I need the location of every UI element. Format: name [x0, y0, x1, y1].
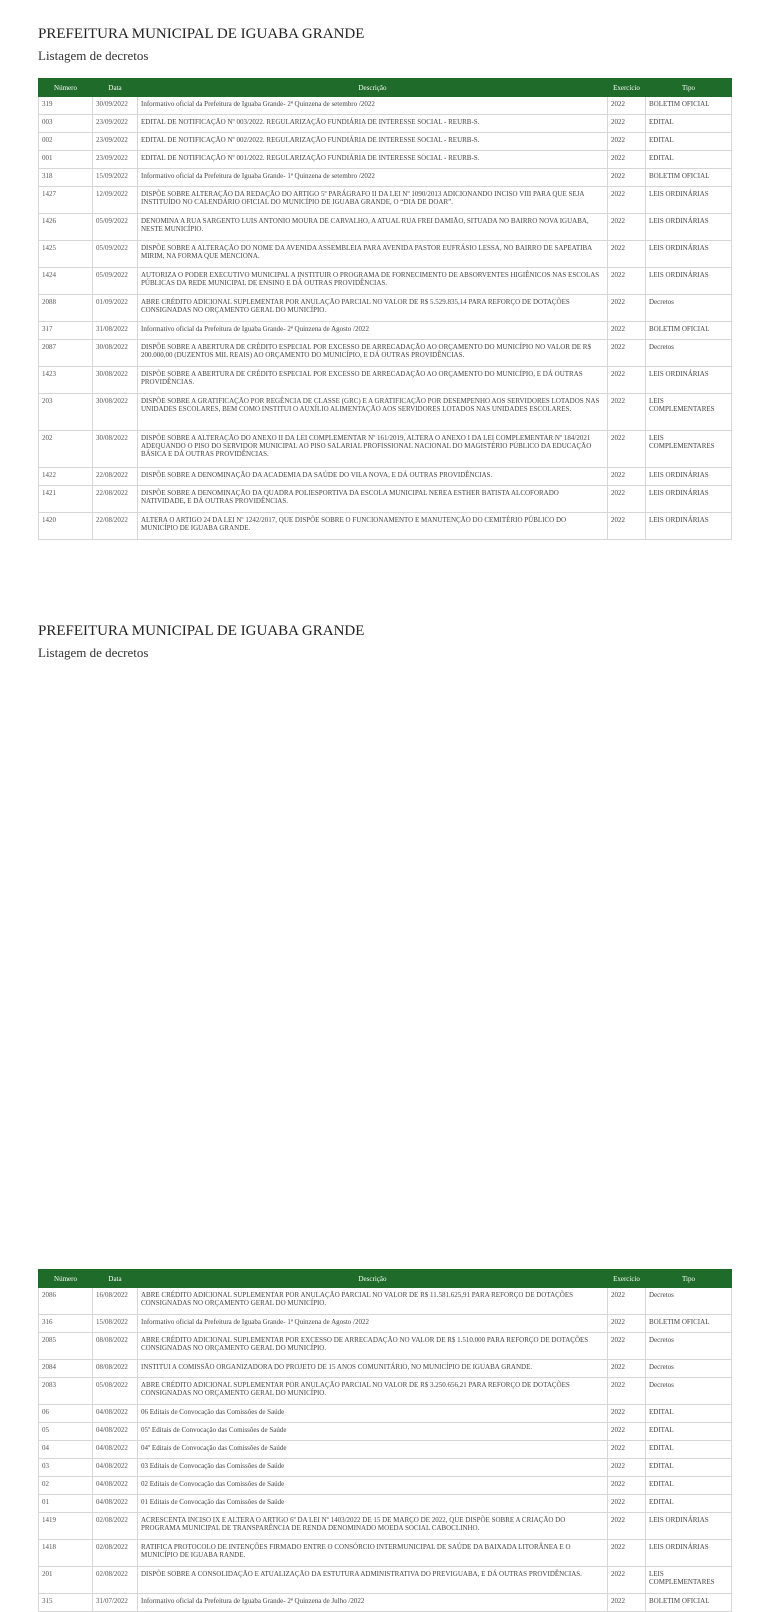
cell-date: 02/08/2022	[93, 1540, 138, 1567]
cell-type: Decretos	[646, 340, 732, 367]
cell-year: 2022	[608, 187, 646, 214]
cell-year: 2022	[608, 295, 646, 322]
table-row[interactable]	[39, 1513, 732, 1540]
cell-description[interactable]: DISPÕE SOBRE ALTERAÇÃO DA REDAÇÃO DO ARTIGO 5º PARÁGRAFO II DA LEI Nº 1090/2013 ADICIONANDO INCISO VIII PARA QUE SEJA INSTITUÍDO NO CALENDÁRIO OFICIAL DO MUNICÍPIO DE IGUABA GRANDE, O “DIA DE DOAR”.	[138, 187, 608, 214]
col-header-type[interactable]: Tipo	[646, 1270, 732, 1288]
cell-description[interactable]: AUTORIZA O PODER EXECUTIVO MUNICIPAL A INSTITUIR O PROGRAMA DE FORNECIMENTO DE ABSORVENTES HIGIÊNICOS NAS ESCOLAS PÚBLICAS DA REDE MUNICIPAL DE ENSINO E DÁ OUTRAS PROVIDÊNCIAS.	[138, 268, 608, 295]
cell-description[interactable]: ABRE CRÉDITO ADICIONAL SUPLEMENTAR POR EXCESSO DE ARRECADAÇÃO NO VALOR DE R$ 1.510.000 PARA REFORÇO DE DOTAÇÕES CONSIGNADAS NO ORÇAMENTO GERAL DO MUNICÍPIO.	[138, 1333, 608, 1360]
org-title: PREFEITURA MUNICIPAL DE IGUABA GRANDE	[38, 623, 365, 639]
page-subtitle: Listagem de decretos	[38, 48, 149, 63]
cell-date: 30/08/2022	[93, 340, 138, 367]
cell-year: 2022	[608, 1333, 646, 1360]
cell-date: 08/08/2022	[93, 1333, 138, 1360]
cell-number: 1422	[39, 468, 93, 486]
table-row[interactable]	[39, 1405, 732, 1423]
cell-number: 317	[39, 322, 93, 340]
table-row[interactable]	[39, 1594, 732, 1612]
cell-type: LEIS ORDINÁRIAS	[646, 214, 732, 241]
cell-description[interactable]: DISPÕE SOBRE A ABERTURA DE CRÉDITO ESPECIAL POR EXCESSO DE ARRECADAÇÃO AO ORÇAMENTO DO MUNICÍPIO NO VALOR DE R$ 200.000,00 (DUZENTOS MIL REAIS) AO ORÇAMENTO DO MUNICÍPIO, E DÁ OUTRAS PROVIDÊNCIAS.	[138, 340, 608, 367]
cell-number: 2088	[39, 295, 93, 322]
cell-type: Decretos	[646, 1333, 732, 1360]
cell-date: 16/08/2022	[93, 1288, 138, 1315]
table-row[interactable]	[39, 97, 732, 115]
table-body	[39, 97, 732, 540]
table-row[interactable]	[39, 1423, 732, 1441]
table-row[interactable]	[39, 1360, 732, 1378]
table-header-row	[39, 79, 732, 97]
col-header-number[interactable]: Número	[39, 79, 93, 97]
cell-number: 203	[39, 394, 93, 431]
cell-date: 04/08/2022	[93, 1459, 138, 1477]
table-row[interactable]	[39, 1315, 732, 1333]
col-header-number[interactable]: Número	[39, 1270, 93, 1288]
cell-description[interactable]: DISPÕE SOBRE A CONSOLIDAÇÃO E ATUALIZAÇÃO DA ESTUTURA ADMINISTRATIVA DO PREVIGUABA, E DÁ OUTRAS PROVIDÊNCIAS.	[138, 1567, 608, 1594]
cell-year: 2022	[608, 268, 646, 295]
cell-description[interactable]: ABRE CRÉDITO ADICIONAL SUPLEMENTAR POR ANULAÇÃO PARCIAL NO VALOR DE R$ 11.581.625,91 PARA REFORÇO DE DOTAÇÕES CONSIGNADAS NO ORÇAMENTO GERAL DO MUNICÍPIO.	[138, 1288, 608, 1315]
cell-number: 003	[39, 115, 93, 133]
cell-type: EDITAL	[646, 1495, 732, 1513]
cell-description[interactable]: DISPÕE SOBRE A GRATIFICAÇÃO POR REGÊNCIA DE CLASSE (GRC) E A GRATIFICAÇÃO POR DESEMPENHO AOS SERVIDORES LOTADOS NAS UNIDADES ESCOLARES, BEM COMO INSTITUI O AUXÍLIO ALIMENTAÇÃO AOS SERVIDORES LOTADOS NAS UNIDADES ESCOLARES.	[138, 394, 608, 431]
cell-year: 2022	[608, 1567, 646, 1594]
cell-type: EDITAL	[646, 1405, 732, 1423]
cell-type: EDITAL	[646, 1441, 732, 1459]
cell-type: LEIS COMPLEMENTARES	[646, 1567, 732, 1594]
cell-description[interactable]: Informativo oficial da Prefeitura de Iguaba Grande- 2ª Quinzena de setembro /2022	[138, 97, 608, 115]
table-row[interactable]	[39, 268, 732, 295]
table-header-row	[39, 1270, 732, 1288]
cell-type: LEIS ORDINÁRIAS	[646, 468, 732, 486]
cell-date: 02/08/2022	[93, 1567, 138, 1594]
cell-date: 23/09/2022	[93, 151, 138, 169]
cell-description[interactable]: Informativo oficial da Prefeitura de Iguaba Grande- 2ª Quinzena de Agosto /2022	[138, 322, 608, 340]
table-row[interactable]	[39, 486, 732, 513]
cell-date: 30/08/2022	[93, 431, 138, 468]
cell-type: EDITAL	[646, 151, 732, 169]
table-row[interactable]	[39, 187, 732, 214]
cell-year: 2022	[608, 1405, 646, 1423]
cell-date: 05/09/2022	[93, 268, 138, 295]
cell-description[interactable]: 06 Editais de Convocação das Comissões de Saúde	[138, 1405, 608, 1423]
page-header	[0, 0, 768, 64]
cell-number: 319	[39, 97, 93, 115]
table-row[interactable]	[39, 241, 732, 268]
cell-description[interactable]: Informativo oficial da Prefeitura de Iguaba Grande- 1ª Quinzena de Agosto /2022	[138, 1315, 608, 1333]
cell-number: 04	[39, 1441, 93, 1459]
cell-year: 2022	[608, 468, 646, 486]
cell-type: LEIS ORDINÁRIAS	[646, 187, 732, 214]
cell-date: 22/08/2022	[93, 486, 138, 513]
table-row[interactable]	[39, 1540, 732, 1567]
cell-type: EDITAL	[646, 1459, 732, 1477]
cell-year: 2022	[608, 322, 646, 340]
cell-date: 05/08/2022	[93, 1378, 138, 1405]
cell-year: 2022	[608, 340, 646, 367]
cell-year: 2022	[608, 133, 646, 151]
table-row[interactable]	[39, 1378, 732, 1405]
cell-year: 2022	[608, 1477, 646, 1495]
col-header-date[interactable]: Data	[93, 1270, 138, 1288]
listing-page-2	[0, 597, 768, 1605]
cell-date: 30/08/2022	[93, 394, 138, 431]
cell-description[interactable]: DENOMINA A RUA SARGENTO LUIS ANTONIO MOURA DE CARVALHO, A ATUAL RUA FREI DAMIÃO, SITUADA NO BAIRRO NOVA IGUABA, NESTE MUNICÍPIO.	[138, 214, 608, 241]
cell-type: EDITAL	[646, 133, 732, 151]
cell-number: 002	[39, 133, 93, 151]
cell-date: 23/09/2022	[93, 133, 138, 151]
table-row[interactable]	[39, 513, 732, 540]
cell-description[interactable]: 04º Editais de Convocação das Comissões de Saúde	[138, 1441, 608, 1459]
cell-year: 2022	[608, 1441, 646, 1459]
cell-year: 2022	[608, 1288, 646, 1315]
table-row[interactable]	[39, 340, 732, 367]
page-subtitle: Listagem de decretos	[38, 645, 149, 660]
table-row[interactable]	[39, 169, 732, 187]
table-row[interactable]	[39, 1459, 732, 1477]
cell-date: 04/08/2022	[93, 1423, 138, 1441]
cell-number: 2083	[39, 1378, 93, 1405]
cell-description[interactable]: 02 Editais de Convocação das Comissões de Saúde	[138, 1477, 608, 1495]
table-row[interactable]	[39, 115, 732, 133]
table-row[interactable]	[39, 367, 732, 394]
cell-type: LEIS ORDINÁRIAS	[646, 1540, 732, 1567]
cell-type: LEIS ORDINÁRIAS	[646, 513, 732, 540]
cell-number: 1418	[39, 1540, 93, 1567]
table-row[interactable]	[39, 1333, 732, 1360]
cell-type: LEIS ORDINÁRIAS	[646, 268, 732, 295]
cell-year: 2022	[608, 1360, 646, 1378]
cell-date: 15/09/2022	[93, 169, 138, 187]
table-row[interactable]	[39, 133, 732, 151]
cell-number: 01	[39, 1495, 93, 1513]
cell-date: 31/08/2022	[93, 322, 138, 340]
cell-year: 2022	[608, 214, 646, 241]
cell-number: 1421	[39, 486, 93, 513]
cell-year: 2022	[608, 241, 646, 268]
cell-year: 2022	[608, 486, 646, 513]
cell-description[interactable]: EDITAL DE NOTIFICAÇÃO Nº 002/2022. REGULARIZAÇÃO FUNDIÁRIA DE INTERESSE SOCIAL - REURB-S.	[138, 133, 608, 151]
table-row[interactable]	[39, 151, 732, 169]
col-header-type[interactable]: Tipo	[646, 79, 732, 97]
table-row[interactable]	[39, 1441, 732, 1459]
org-title: PREFEITURA MUNICIPAL DE IGUABA GRANDE	[38, 26, 365, 42]
cell-type: Decretos	[646, 295, 732, 322]
table-row[interactable]	[39, 322, 732, 340]
cell-description[interactable]: DISPÕE SOBRE A DENOMINAÇÃO DA QUADRA POLIESPORTIVA DA ESCOLA MUNICIPAL NEREA ESTHER BATISTA ALCOFORADO NATIVIDADE, E DÁ OUTRAS PROVIDÊNCIAS.	[138, 486, 608, 513]
cell-type: Decretos	[646, 1378, 732, 1405]
cell-year: 2022	[608, 1459, 646, 1477]
cell-type: LEIS COMPLEMENTARES	[646, 394, 732, 431]
cell-date: 02/08/2022	[93, 1513, 138, 1540]
cell-description[interactable]: EDITAL DE NOTIFICAÇÃO Nº 001/2022. REGULARIZAÇÃO FUNDIÁRIA DE INTERESSE SOCIAL - REURB-S.	[138, 151, 608, 169]
cell-type: BOLETIM OFICIAL	[646, 169, 732, 187]
cell-description[interactable]: INSTITUI A COMISSÃO ORGANIZADORA DO PROJETO DE 15 ANOS COMUNITÁRIO, NO MUNICÍPIO DE IGUABA GRANDE.	[138, 1360, 608, 1378]
decree-table	[38, 1269, 732, 1612]
cell-date: 04/08/2022	[93, 1405, 138, 1423]
cell-number: 2084	[39, 1360, 93, 1378]
cell-year: 2022	[608, 1594, 646, 1612]
cell-number: 1426	[39, 214, 93, 241]
cell-date: 30/09/2022	[93, 97, 138, 115]
cell-type: BOLETIM OFICIAL	[646, 1594, 732, 1612]
cell-type: LEIS ORDINÁRIAS	[646, 1513, 732, 1540]
cell-description[interactable]: DISPÕE SOBRE A ALTERAÇÃO DO ANEXO II DA LEI COMPLEMENTAR Nº 161/2019, ALTERA O ANEXO I DA LEI COMPLEMENTAR Nº 184/2021 ADEQUANDO O PISO DO SERVIDOR MUNICIPAL AO PISO SALARIAL PROFISSIONAL NACIONAL DO MAGISTÉRIO PÚBLICO DA EDUCAÇÃO BÁSICA E DÁ OUTRAS PROVIDÊNCIAS.	[138, 431, 608, 468]
listing-page-1	[0, 0, 768, 532]
cell-description[interactable]: EDITAL DE NOTIFICAÇÃO Nº 003/2022. REGULARIZAÇÃO FUNDIÁRIA DE INTERESSE SOCIAL - REURB-S.	[138, 115, 608, 133]
cell-date: 22/08/2022	[93, 513, 138, 540]
cell-number: 1425	[39, 241, 93, 268]
col-header-description[interactable]: Descrição	[138, 79, 608, 97]
cell-date: 04/08/2022	[93, 1441, 138, 1459]
cell-number: 201	[39, 1567, 93, 1594]
cell-description[interactable]: Informativo oficial da Prefeitura de Iguaba Grande- 2ª Quinzena de Julho /2022	[138, 1594, 608, 1612]
cell-type: LEIS COMPLEMENTARES	[646, 431, 732, 468]
cell-date: 23/09/2022	[93, 115, 138, 133]
cell-description[interactable]: 01 Editais de Convocação das Comissões de Saúde	[138, 1495, 608, 1513]
cell-description[interactable]: DISPÕE SOBRE A ALTERAÇÃO DO NOME DA AVENIDA ASSEMBLEIA PARA AVENIDA PASTOR EUFRÁSIO LESSA, NO BAIRRO DE SAPEATIBA MIRIM, NA FORMA QUE MENCIONA.	[138, 241, 608, 268]
cell-type: BOLETIM OFICIAL	[646, 97, 732, 115]
cell-type: EDITAL	[646, 115, 732, 133]
cell-date: 05/09/2022	[93, 241, 138, 268]
cell-number: 06	[39, 1405, 93, 1423]
table-row[interactable]	[39, 295, 732, 322]
cell-type: EDITAL	[646, 1423, 732, 1441]
cell-number: 318	[39, 169, 93, 187]
col-header-year[interactable]: Exercício	[608, 79, 646, 97]
cell-date: 01/09/2022	[93, 295, 138, 322]
table-row[interactable]	[39, 394, 732, 431]
cell-number: 1424	[39, 268, 93, 295]
cell-description[interactable]: Informativo oficial da Prefeitura de Iguaba Grande- 1ª Quinzena de setembro /2022	[138, 169, 608, 187]
cell-description[interactable]: DISPÕE SOBRE A ABERTURA DE CRÉDITO ESPECIAL POR EXCESSO DE ARRECADAÇÃO AO ORÇAMENTO DO MUNICÍPIO, E DÁ OUTRAS PROVIDÊNCIAS.	[138, 367, 608, 394]
table-row[interactable]	[39, 431, 732, 468]
cell-year: 2022	[608, 169, 646, 187]
cell-year: 2022	[608, 97, 646, 115]
cell-type: EDITAL	[646, 1477, 732, 1495]
cell-year: 2022	[608, 513, 646, 540]
table-row[interactable]	[39, 468, 732, 486]
cell-year: 2022	[608, 1513, 646, 1540]
cell-description[interactable]: ALTERA O ARTIGO 24 DA LEI Nº 1242/2017, QUE DISPÕE SOBRE O FUNCIONAMENTO E MANUTENÇÃO DO CEMITÉRIO PÚBLICO DO MUNICÍPIO DE IGUABA GRANDE.	[138, 513, 608, 540]
cell-type: Decretos	[646, 1288, 732, 1315]
cell-date: 08/08/2022	[93, 1360, 138, 1378]
cell-type: BOLETIM OFICIAL	[646, 322, 732, 340]
cell-description[interactable]: 03 Editais de Convocação das Comissões de Saúde	[138, 1459, 608, 1477]
cell-description[interactable]: ABRE CRÉDITO ADICIONAL SUPLEMENTAR POR ANULAÇÃO PARCIAL NO VALOR DE R$ 5.529.835,14 PARA REFORÇO DE DOTAÇÕES CONSIGNADAS NO ORÇAMENTO GERAL DO MUNICÍPIO.	[138, 295, 608, 322]
cell-year: 2022	[608, 115, 646, 133]
table-row[interactable]	[39, 214, 732, 241]
cell-year: 2022	[608, 1495, 646, 1513]
cell-year: 2022	[608, 1378, 646, 1405]
table-row[interactable]	[39, 1567, 732, 1594]
cell-number: 2086	[39, 1288, 93, 1315]
col-header-description[interactable]: Descrição	[138, 1270, 608, 1288]
cell-year: 2022	[608, 1540, 646, 1567]
cell-date: 04/08/2022	[93, 1495, 138, 1513]
cell-type: Decretos	[646, 1360, 732, 1378]
cell-number: 1420	[39, 513, 93, 540]
cell-type: LEIS ORDINÁRIAS	[646, 486, 732, 513]
table-row[interactable]	[39, 1477, 732, 1495]
table-row[interactable]	[39, 1288, 732, 1315]
cell-number: 001	[39, 151, 93, 169]
cell-date: 12/09/2022	[93, 187, 138, 214]
cell-year: 2022	[608, 394, 646, 431]
cell-date: 15/08/2022	[93, 1315, 138, 1333]
cell-year: 2022	[608, 431, 646, 468]
cell-number: 05	[39, 1423, 93, 1441]
cell-number: 2087	[39, 340, 93, 367]
cell-year: 2022	[608, 367, 646, 394]
cell-type: BOLETIM OFICIAL	[646, 1315, 732, 1333]
cell-type: LEIS ORDINÁRIAS	[646, 367, 732, 394]
col-header-year[interactable]: Exercício	[608, 1270, 646, 1288]
table-body	[39, 1288, 732, 1612]
cell-number: 316	[39, 1315, 93, 1333]
col-header-date[interactable]: Data	[93, 79, 138, 97]
table-row[interactable]	[39, 1495, 732, 1513]
cell-type: LEIS ORDINÁRIAS	[646, 241, 732, 268]
cell-date: 05/09/2022	[93, 214, 138, 241]
cell-description[interactable]: ABRE CRÉDITO ADICIONAL SUPLEMENTAR POR ANULAÇÃO PARCIAL NO VALOR DE R$ 3.250.656,21 PARA REFORÇO DE DOTAÇÕES CONSIGNADAS NO ORÇAMENTO GERAL DO MUNICÍPIO.	[138, 1378, 608, 1405]
cell-number: 202	[39, 431, 93, 468]
cell-date: 30/08/2022	[93, 367, 138, 394]
cell-number: 1427	[39, 187, 93, 214]
cell-description[interactable]: ACRESCENTA INCISO IX E ALTERA O ARTIGO 6º DA LEI Nº 1403/2022 DE 15 DE MARÇO DE 2022, QUE DISPÕE SOBRE A CRIAÇÃO DO PROGRAMA MUNICIPAL DE TRANSPARÊNCIA DE RENDA DENOMINADO MOEDA SOCIAL CABOCLINHO.	[138, 1513, 608, 1540]
cell-description[interactable]: 05º Editais de Convocação das Comissões de Saúde	[138, 1423, 608, 1441]
cell-year: 2022	[608, 151, 646, 169]
cell-number: 2085	[39, 1333, 93, 1360]
cell-number: 02	[39, 1477, 93, 1495]
cell-description[interactable]: RATIFICA PROTOCOLO DE INTENÇÕES FIRMADO ENTRE O CONSÓRCIO INTERMUNICIPAL DE SAÚDE DA BAIXADA LITORÂNEA E O MUNICÍPIO DE IGUABA RANDE.	[138, 1540, 608, 1567]
decree-table	[38, 78, 732, 540]
cell-description[interactable]: DISPÕE SOBRE A DENOMINAÇÃO DA ACADEMIA DA SAÚDE DO VILA NOVA, E DÁ OUTRAS PROVIDÊNCIAS.	[138, 468, 608, 486]
cell-number: 315	[39, 1594, 93, 1612]
cell-date: 04/08/2022	[93, 1477, 138, 1495]
cell-date: 22/08/2022	[93, 468, 138, 486]
cell-year: 2022	[608, 1315, 646, 1333]
cell-year: 2022	[608, 1423, 646, 1441]
cell-date: 31/07/2022	[93, 1594, 138, 1612]
page-header	[0, 597, 768, 661]
cell-number: 1419	[39, 1513, 93, 1540]
cell-number: 03	[39, 1459, 93, 1477]
cell-number: 1423	[39, 367, 93, 394]
